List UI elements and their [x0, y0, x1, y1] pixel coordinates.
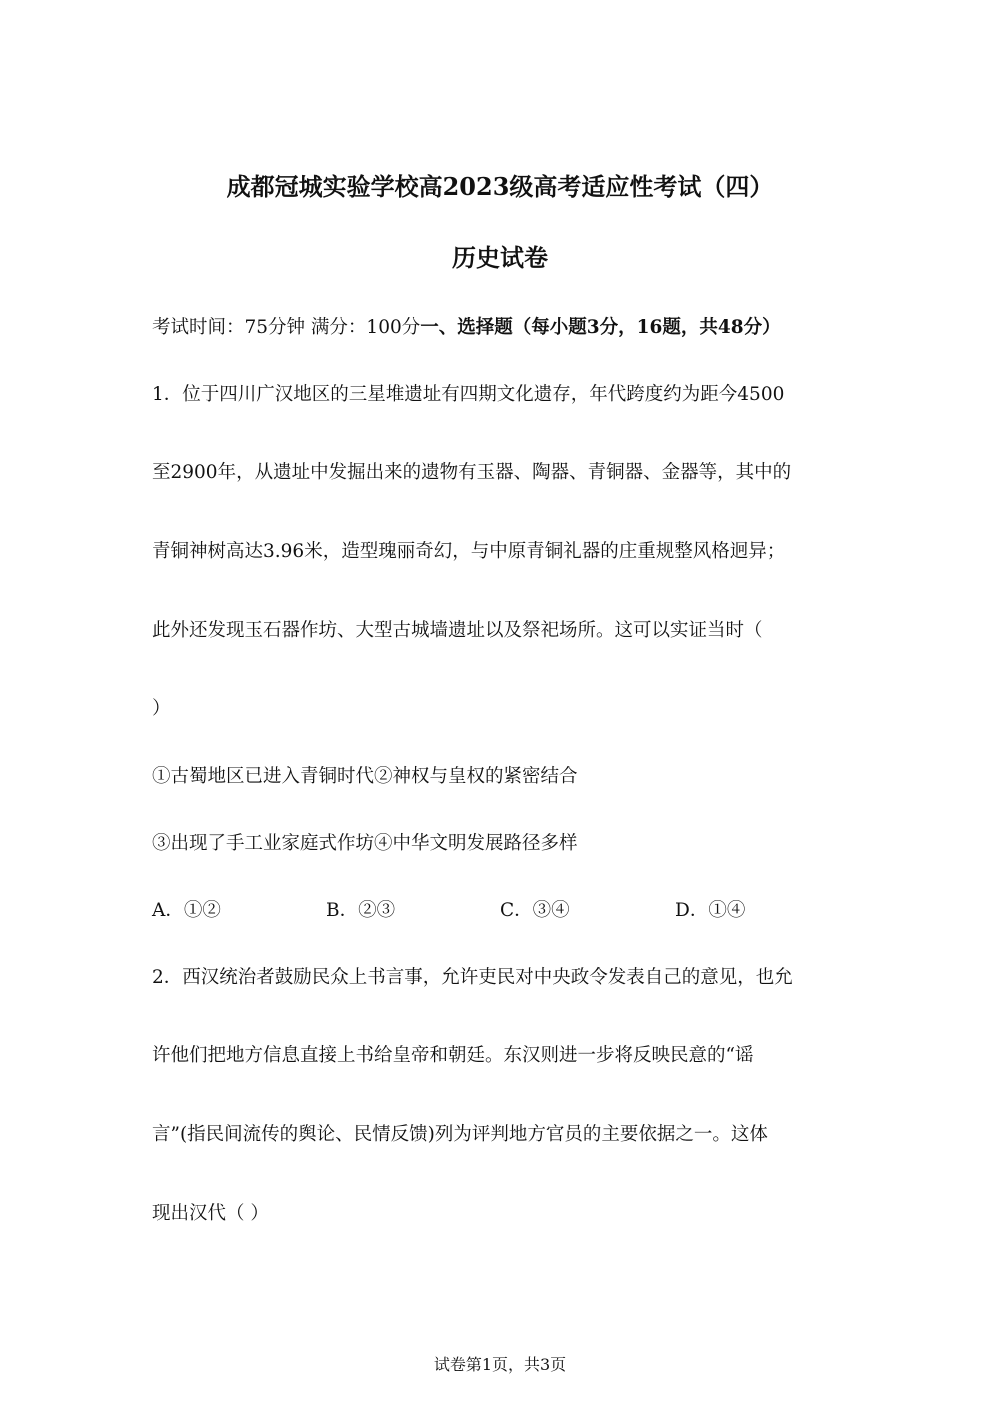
question-1-line-5: ）: [152, 698, 171, 719]
question-1-option-d: D．①④: [675, 900, 746, 921]
exam-title: 成都冠城实验学校高2023级高考适应性考试（四）: [226, 172, 774, 201]
exam-subject: 历史试卷: [452, 243, 548, 272]
question-1-statement-2: ③出现了手工业家庭式作坊④中华文明发展路径多样: [152, 833, 578, 854]
question-1-line-3: 青铜神树高达3.96米，造型瑰丽奇幻，与中原青铜礼器的庄重规整风格迥异；: [152, 541, 786, 562]
exam-meta: 考试时间：75分钟 满分：100分: [152, 317, 421, 338]
question-2-line-3: 言”(指民间流传的舆论、民情反馈)列为评判地方官员的主要依据之一。这体: [152, 1124, 768, 1145]
question-1-option-b: B．②③: [326, 900, 396, 921]
section-title: 一、选择题（每小题3分，16题，共48分）: [420, 317, 781, 338]
question-2-line-2: 许他们把地方信息直接上书给皇帝和朝廷。东汉则进一步将反映民意的“谣: [152, 1045, 754, 1066]
question-2-line-4: 现出汉代（ ）: [152, 1203, 269, 1224]
question-1-statement-1: ①古蜀地区已进入青铜时代②神权与皇权的紧密结合: [152, 766, 578, 787]
question-2-line-1: 2．西汉统治者鼓励民众上书言事，允许吏民对中央政令发表自己的意见，也允: [152, 967, 793, 988]
question-1-line-2: 至2900年，从遗址中发掘出来的遗物有玉器、陶器、青铜器、金器等，其中的: [152, 462, 792, 483]
exam-info-line: [152, 315, 781, 341]
question-1-line-4: 此外还发现玉石器作坊、大型古城墙遗址以及祭祀场所。这可以实证当时（: [152, 620, 763, 641]
page-footer: 试卷第1页，共3页: [433, 1355, 567, 1374]
question-1-line-1: 1．位于四川广汉地区的三星堆遗址有四期文化遗存，年代跨度约为距今4500: [152, 384, 785, 405]
question-1-option-c: C．③④: [500, 900, 570, 921]
question-1-option-a: A．①②: [152, 900, 221, 921]
